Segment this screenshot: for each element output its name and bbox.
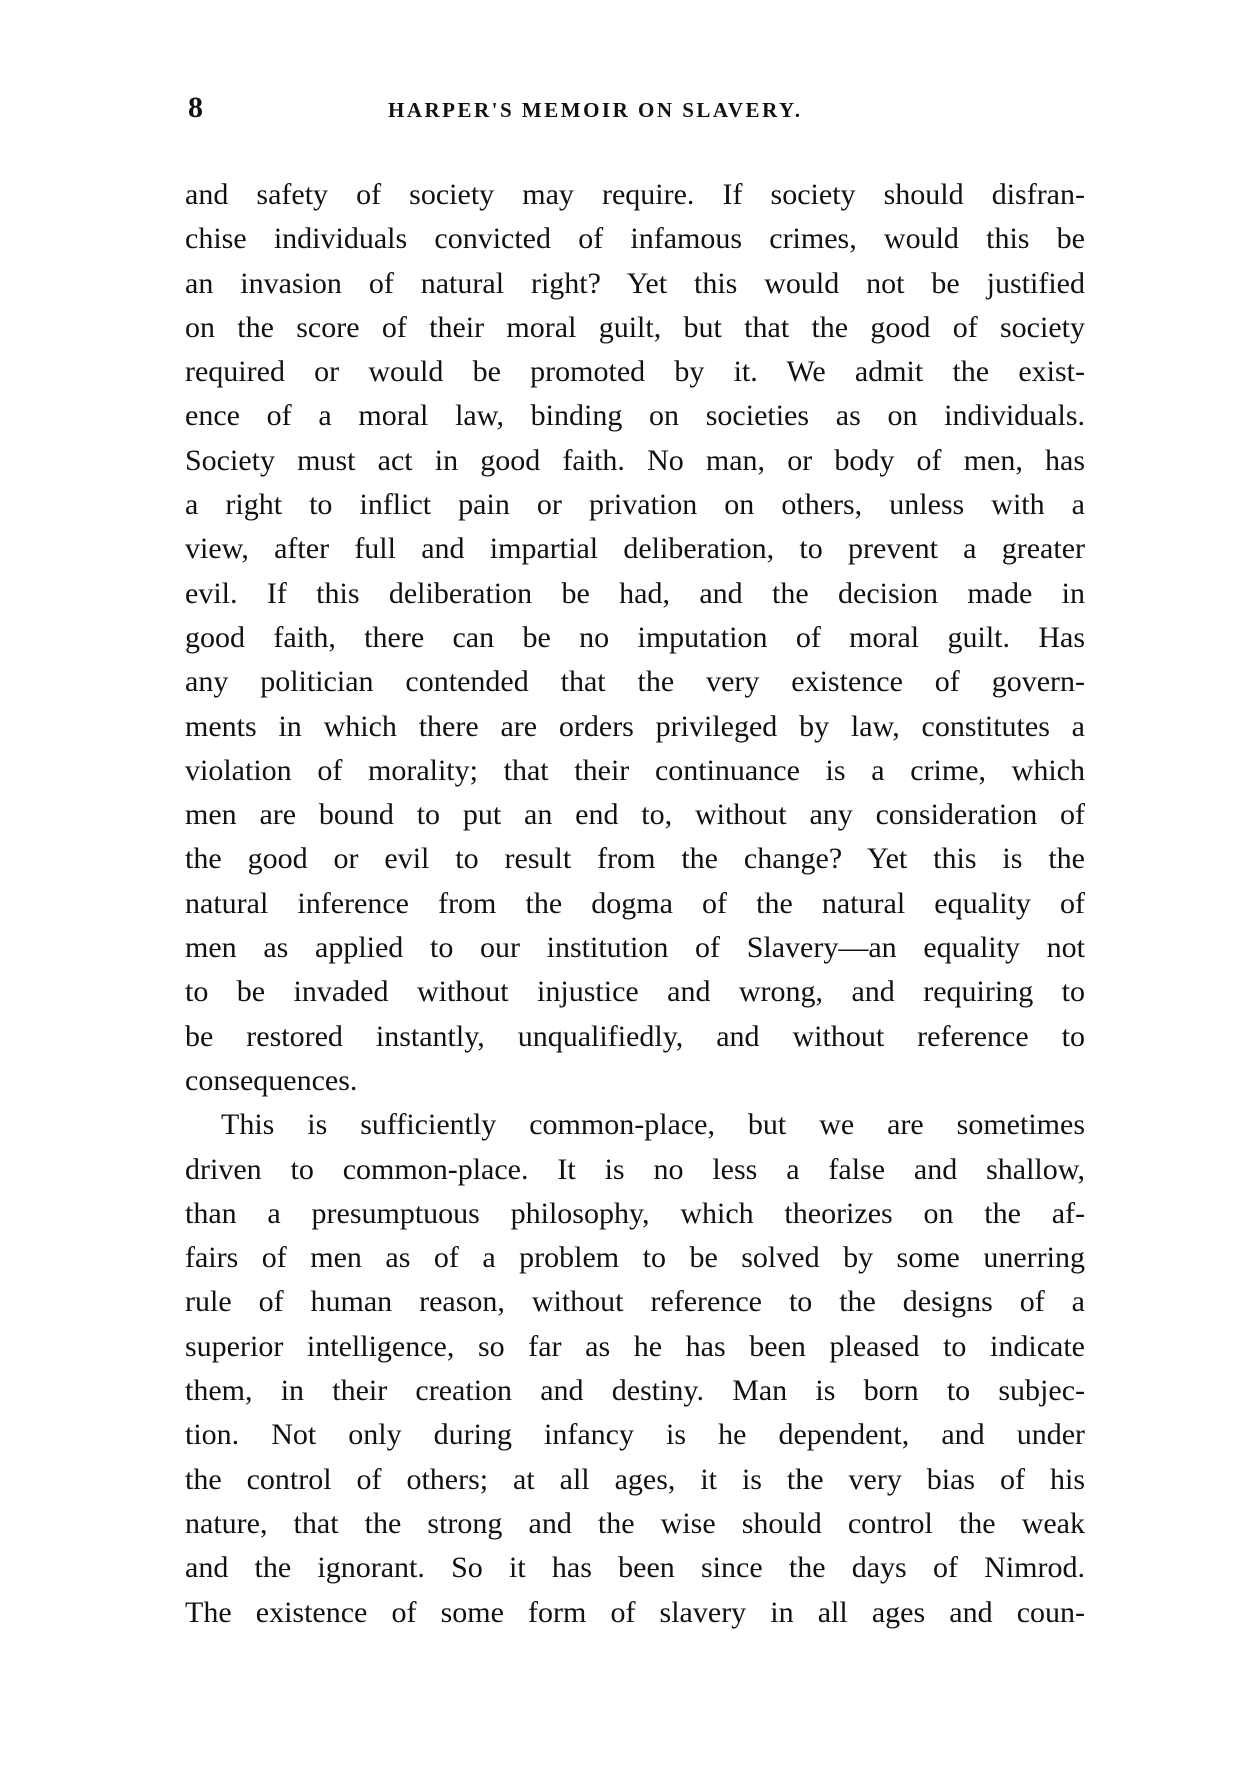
- paragraph: [185, 1103, 1085, 1635]
- text-line: The existence of some form of slavery in all ages and coun-: [185, 1595, 1085, 1629]
- text-line: men as applied to our institution of Slavery—an equality not: [185, 931, 1085, 965]
- text-line: the good or evil to result from the change? Yet this is the: [185, 842, 1085, 876]
- text-line: men are bound to put an end to, without any consideration of: [185, 798, 1085, 832]
- text-line: driven to common-place. It is no less a false and shallow,: [185, 1152, 1085, 1186]
- text-line: on the score of their moral guilt, but that the good of society: [185, 310, 1085, 344]
- text-line: an invasion of natural right? Yet this would not be justified: [185, 266, 1085, 300]
- text-line: a right to inflict pain or privation on others, unless with a: [185, 488, 1085, 522]
- text-line: ments in which there are orders privileged by law, constitutes a: [185, 709, 1085, 743]
- paragraph: [185, 173, 1085, 1103]
- text-line: than a presumptuous philosophy, which theorizes on the af-: [185, 1196, 1085, 1230]
- text-line: natural inference from the dogma of the natural equality of: [185, 886, 1085, 920]
- text-line: be restored instantly, unqualifiedly, and without reference to: [185, 1019, 1085, 1053]
- text-line: required or would be promoted by it. We admit the exist-: [185, 355, 1085, 389]
- text-line: good faith, there can be no imputation of moral guilt. Has: [185, 620, 1085, 654]
- body-text: [185, 173, 1085, 1635]
- text-line: ence of a moral law, binding on societies as on individuals.: [185, 399, 1085, 433]
- text-line: fairs of men as of a problem to be solved by some unerring: [185, 1241, 1085, 1275]
- text-line: the control of others; at all ages, it is the very bias of his: [185, 1462, 1085, 1496]
- running-head: [188, 88, 1078, 128]
- running-title: HARPER'S MEMOIR ON SLAVERY.: [388, 98, 803, 122]
- text-line: to be invaded without injustice and wrong, and requiring to: [185, 975, 1085, 1009]
- text-line: violation of morality; that their continuance is a crime, which: [185, 753, 1085, 787]
- text-line: nature, that the strong and the wise should control the weak: [185, 1506, 1085, 1540]
- text-line: This is sufficiently common-place, but we are sometimes: [221, 1108, 1085, 1142]
- text-line: consequences.: [185, 1063, 358, 1097]
- text-line: Society must act in good faith. No man, or body of men, has: [185, 443, 1085, 477]
- text-line: any politician contended that the very existence of govern-: [185, 665, 1085, 699]
- text-line: view, after full and impartial deliberation, to prevent a greater: [185, 532, 1085, 566]
- text-line: tion. Not only during infancy is he dependent, and under: [185, 1418, 1085, 1452]
- text-line: evil. If this deliberation be had, and the decision made in: [185, 576, 1085, 610]
- text-line: and safety of society may require. If society should disfran-: [185, 178, 1085, 211]
- text-line: rule of human reason, without reference to the designs of a: [185, 1285, 1085, 1319]
- page-number: 8: [188, 91, 203, 124]
- text-line: and the ignorant. So it has been since the days of Nimrod.: [185, 1551, 1085, 1585]
- text-line: superior intelligence, so far as he has been pleased to indicate: [185, 1329, 1085, 1363]
- text-line: them, in their creation and destiny. Man is born to subjec-: [185, 1374, 1085, 1408]
- text-line: chise individuals convicted of infamous crimes, would this be: [185, 222, 1085, 256]
